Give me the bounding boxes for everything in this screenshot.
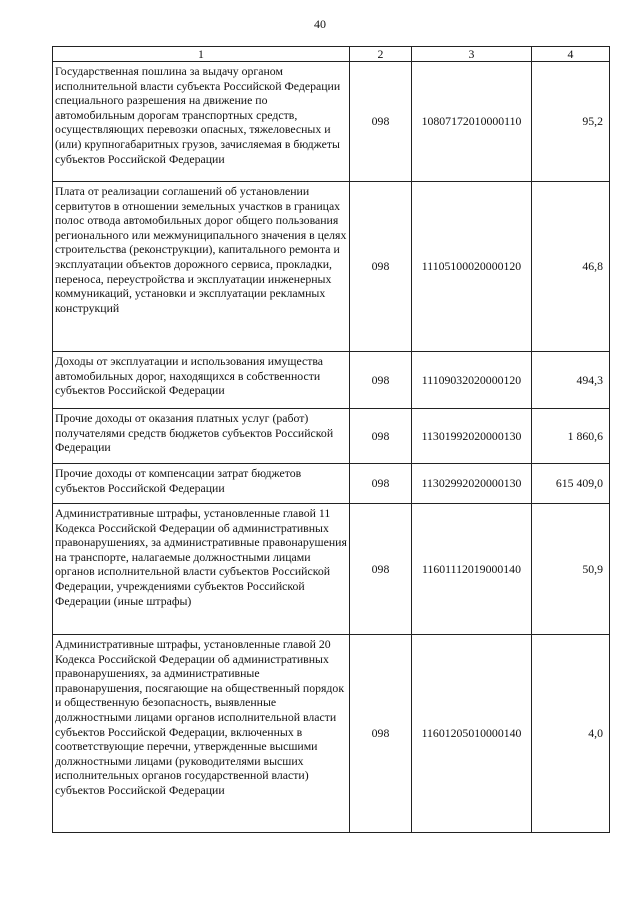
amount: 50,9 [532, 504, 610, 635]
budget-classification-code: 11301992020000130 [412, 409, 532, 464]
amount: 1 860,6 [532, 409, 610, 464]
amount: 615 409,0 [532, 464, 610, 504]
revenue-description: Прочие доходы от компенсации затрат бюджетов субъектов Российской Федерации [53, 464, 350, 504]
table-row [53, 464, 610, 504]
revenue-table [52, 46, 610, 833]
revenue-description: Плата от реализации соглашений об установлении сервитутов в отношении земельных участков в границах полос отвода автомобильных дорог общего пользования регионального или межмуниципального значения в целях строительства (реконструкции), капитального ремонта и эксплуатации объектов дорожного сервиса, прокладки, переноса, переустройства и эксплуатации инженерных коммуникаций, установки и эксплуатации рекламных конструкций [53, 182, 350, 352]
administrator-code: 098 [350, 409, 412, 464]
table-row [53, 182, 610, 352]
administrator-code: 098 [350, 504, 412, 635]
table-row [53, 62, 610, 182]
revenue-description: Прочие доходы от оказания платных услуг (работ) получателями средств бюджетов субъектов Российской Федерации [53, 409, 350, 464]
table-row [53, 635, 610, 833]
administrator-code: 098 [350, 182, 412, 352]
table-row [53, 409, 610, 464]
amount: 4,0 [532, 635, 610, 833]
revenue-description: Государственная пошлина за выдачу органом исполнительной власти субъекта Российской Федерации специального разрешения на движение по автомобильным дорогам транспортных средств, осуществляющих перевозки опасных, тяжеловесных и (или) крупногабаритных грузов, зачисляемая в бюджеты субъектов Российской Федерации [53, 62, 350, 182]
table-row [53, 504, 610, 635]
amount: 95,2 [532, 62, 610, 182]
revenue-description: Административные штрафы, установленные главой 11 Кодекса Российской Федерации об административных правонарушениях, за административные правонарушения на транспорте, налагаемые должностными лицами органов исполнительной власти субъектов Российской Федерации, учреждениями субъектов Российской Федерации (иные штрафы) [53, 504, 350, 635]
administrator-code: 098 [350, 464, 412, 504]
budget-classification-code: 11105100020000120 [412, 182, 532, 352]
column-header: 1 [53, 47, 350, 62]
header-row [53, 47, 610, 62]
budget-classification-code: 10807172010000110 [412, 62, 532, 182]
budget-classification-code: 11302992020000130 [412, 464, 532, 504]
administrator-code: 098 [350, 635, 412, 833]
budget-classification-code: 11109032020000120 [412, 352, 532, 409]
page-number: 40 [314, 17, 326, 31]
column-header: 4 [532, 47, 610, 62]
amount: 494,3 [532, 352, 610, 409]
revenue-description: Административные штрафы, установленные главой 20 Кодекса Российской Федерации об административных правонарушениях, за административные правонарушения, посягающие на общественный порядок и общественную безопасность, выявленные должностными лицами органов исполнительной власти субъектов Российской Федерации, включенных в соответствующие перечни, утвержденные высшими должностными лицами (руководителями высших исполнительных органов государственной власти) субъектов Российской Федерации [53, 635, 350, 833]
column-header: 2 [350, 47, 412, 62]
table-row [53, 352, 610, 409]
budget-classification-code: 11601205010000140 [412, 635, 532, 833]
amount: 46,8 [532, 182, 610, 352]
revenue-description: Доходы от эксплуатации и использования имущества автомобильных дорог, находящихся в собственности субъектов Российской Федерации [53, 352, 350, 409]
administrator-code: 098 [350, 352, 412, 409]
budget-classification-code: 11601112019000140 [412, 504, 532, 635]
administrator-code: 098 [350, 62, 412, 182]
column-header: 3 [412, 47, 532, 62]
